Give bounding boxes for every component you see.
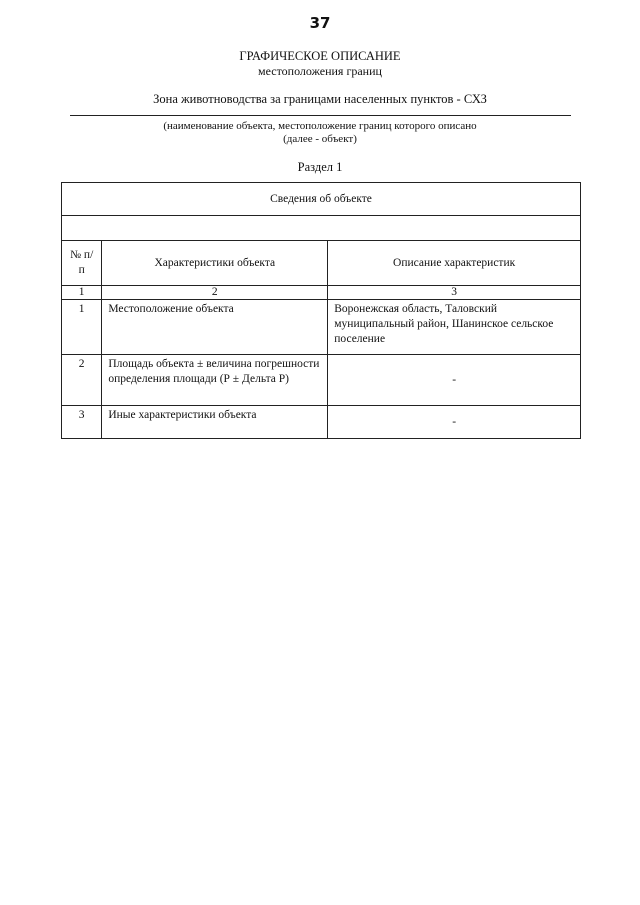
object-caption-line-2: (далее - объект) — [283, 133, 357, 145]
row-description: Воронежская область, Таловский муниципальный район, Шанинское сельское поселение — [328, 300, 581, 355]
column-number-3: 3 — [328, 286, 581, 300]
column-number-2: 2 — [102, 286, 328, 300]
object-name-underline — [70, 115, 571, 116]
row-number: 2 — [62, 355, 102, 406]
column-header-number: № п/п — [62, 241, 102, 286]
row-description: - — [328, 406, 581, 439]
row-characteristic: Площадь объекта ± величина погрешности определения площади (Р ± Дельта Р) — [102, 355, 328, 406]
document-subtitle: местоположения границ — [258, 64, 382, 78]
row-description: - — [328, 355, 581, 406]
row-characteristic: Иные характеристики объекта — [102, 406, 328, 439]
row-number: 1 — [62, 300, 102, 355]
section-label: Раздел 1 — [297, 160, 343, 174]
row-characteristic: Местоположение объекта — [102, 300, 328, 355]
document-title: ГРАФИЧЕСКОЕ ОПИСАНИЕ — [239, 49, 401, 63]
row-number: 3 — [62, 406, 102, 439]
table-row — [62, 300, 581, 355]
column-header-characteristic: Характеристики объекта — [102, 241, 328, 286]
table-row — [62, 406, 581, 439]
column-number-1: 1 — [62, 286, 102, 300]
table-header: Сведения об объекте — [62, 183, 581, 216]
page-number: 37 — [309, 14, 331, 32]
table-column-headers — [62, 241, 581, 286]
object-name: Зона животноводства за границами населенных пунктов - СХЗ — [153, 92, 487, 106]
table-row — [62, 355, 581, 406]
object-info-table — [61, 182, 581, 439]
object-caption-line-1: (наименование объекта, местоположение границ которого описано — [163, 120, 477, 132]
table-column-numbers — [62, 286, 581, 300]
table-blank-row — [62, 216, 581, 241]
column-header-description: Описание характеристик — [328, 241, 581, 286]
